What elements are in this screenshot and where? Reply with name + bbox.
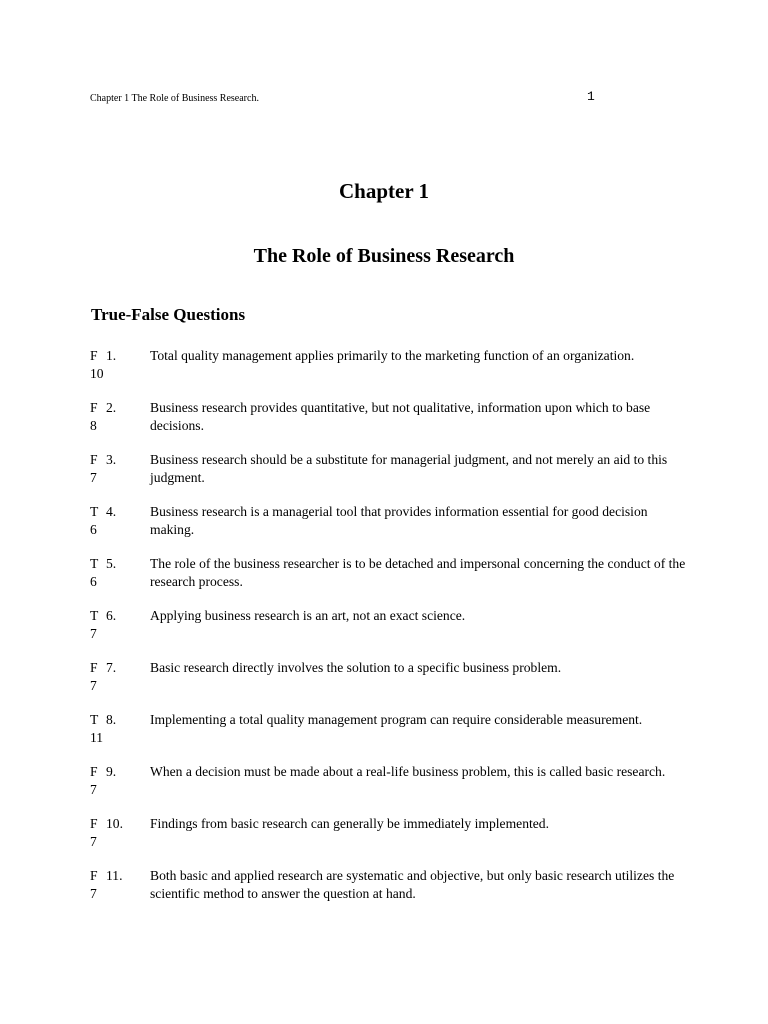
question-page-ref: 7 [90, 625, 97, 641]
question-answer: T [90, 504, 99, 519]
question-number: 2. [106, 400, 117, 415]
question-meta [90, 451, 146, 486]
question-answer: F [90, 764, 98, 779]
question-page-ref: 7 [90, 885, 97, 901]
question-meta [90, 711, 146, 746]
question-number: 1. [106, 348, 117, 363]
question-number: 6. [106, 608, 117, 623]
question-text: Total quality management applies primarily to the marketing function of an organization. [150, 348, 635, 363]
question-answer: T [90, 556, 99, 571]
question-number: 11. [106, 868, 123, 883]
question-text: When a decision must be made about a real-life business problem, this is called basic research. [150, 764, 666, 779]
question-page-ref: 7 [90, 677, 97, 693]
question-text: Implementing a total quality management program can require considerable measurement. [150, 712, 643, 727]
question-page-ref: 6 [90, 573, 97, 589]
question-page-ref: 7 [90, 781, 97, 797]
question-number: 7. [106, 660, 117, 675]
question-meta [90, 399, 146, 434]
question-meta [90, 867, 146, 902]
question-text: Business research is a managerial tool that provides information essential for good decision making. [150, 504, 648, 537]
page-number: 1 [587, 89, 595, 104]
question-meta [90, 607, 146, 642]
question-meta [90, 503, 146, 538]
question-answer: F [90, 452, 98, 467]
question-text: Both basic and applied research are systematic and objective, but only basic research utilizes the scientific method to answer the question at hand. [150, 868, 675, 901]
question-number: 8. [106, 712, 117, 727]
question-number: 9. [106, 764, 117, 779]
question-meta [90, 763, 146, 798]
question-page-ref: 7 [90, 469, 97, 485]
question-page-ref: 11 [90, 729, 104, 745]
question-number: 10. [106, 816, 123, 831]
chapter-title: The Role of Business Research [253, 245, 515, 267]
question-meta [90, 815, 146, 850]
question-number: 4. [106, 504, 117, 519]
question-text: Applying business research is an art, not an exact science. [150, 608, 466, 623]
question-answer: F [90, 348, 98, 363]
question-answer: T [90, 608, 99, 623]
question-page-ref: 7 [90, 833, 97, 849]
running-head: Chapter 1 The Role of Business Research. [90, 93, 259, 104]
section-heading: True-False Questions [91, 305, 246, 324]
question-number: 3. [106, 452, 117, 467]
question-page-ref: 10 [90, 365, 104, 381]
question-text: Basic research directly involves the solution to a specific business problem. [150, 660, 562, 675]
question-meta [90, 347, 146, 382]
question-text: Business research provides quantitative, but not qualitative, information upon which to base decisions. [150, 400, 651, 433]
question-text: Business research should be a substitute for managerial judgment, and not merely an aid to this judgment. [150, 452, 668, 485]
question-answer: T [90, 712, 99, 727]
question-meta [90, 555, 146, 590]
question-answer: F [90, 816, 98, 831]
question-answer: F [90, 400, 98, 415]
question-number: 5. [106, 556, 117, 571]
question-meta [90, 659, 146, 694]
question-page-ref: 8 [90, 417, 97, 433]
chapter-label: Chapter 1 [338, 179, 430, 203]
question-text: The role of the business researcher is to be detached and impersonal concerning the conduct of the research process. [150, 556, 686, 589]
question-page-ref: 6 [90, 521, 97, 537]
question-answer: F [90, 660, 98, 675]
question-text: Findings from basic research can generally be immediately implemented. [150, 816, 549, 831]
question-answer: F [90, 868, 98, 883]
